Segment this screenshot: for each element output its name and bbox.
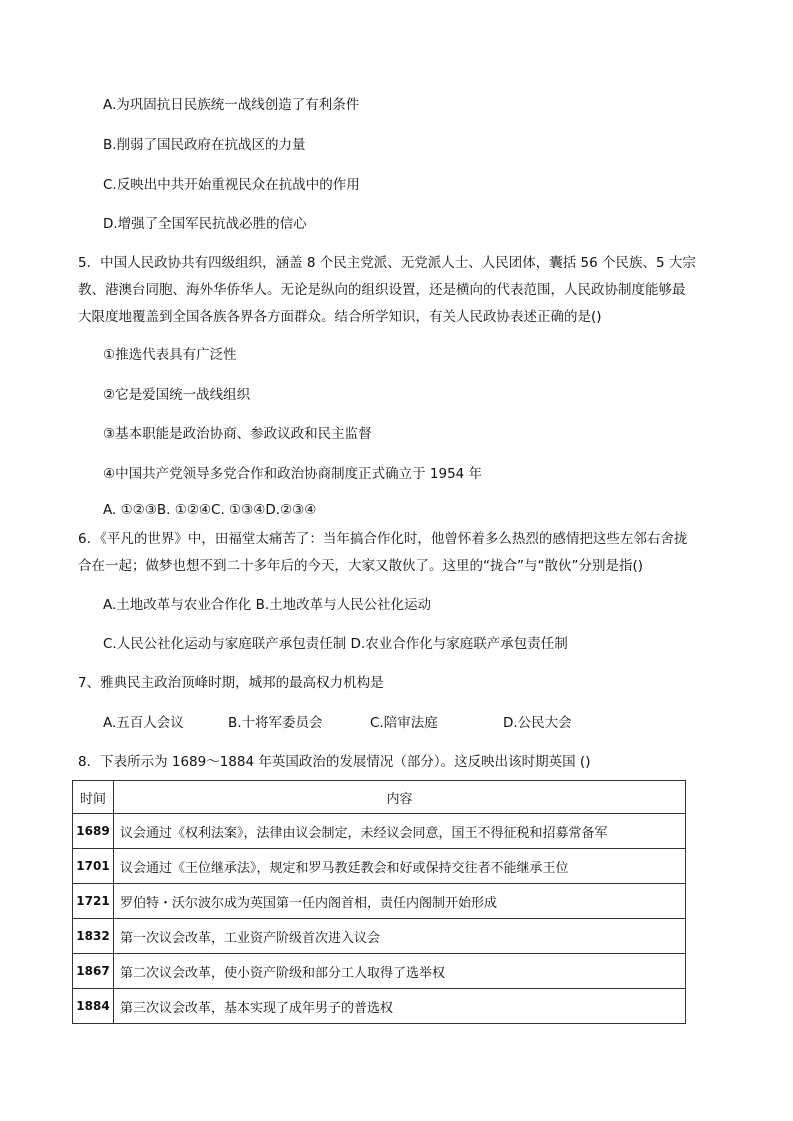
q7-option-d: D.公民大会 [503, 715, 572, 731]
q5-stem-line-3: 大限度地覆盖到全国各族各界各方面群众。结合所学知识，有关人民政协表述正确的是() [78, 309, 602, 325]
table-cell-year: 1689 [73, 814, 114, 849]
table-cell-content: 罗伯特・沃尔波尔成为英国第一任内阁首相，责任内阁制开始形成 [114, 884, 686, 919]
q4-option-b: B.削弱了国民政府在抗战区的力量 [103, 137, 306, 153]
q8-table [72, 780, 686, 1024]
table-row [73, 849, 686, 884]
q5-statement-3: ③基本职能是政治协商、参政议政和民主监督 [103, 426, 372, 442]
q5-options: A. ①②③B. ①②④C. ①③④D.②③④ [103, 502, 317, 518]
table-row [73, 919, 686, 954]
table-cell-content: 议会通过《权利法案》，法律由议会制定，未经议会同意，国王不得征税和招募常备军 [114, 814, 686, 849]
q7-option-b: B.十将军委员会 [228, 715, 323, 731]
table-cell-content: 第一次议会改革，工业资产阶级首次进入议会 [114, 919, 686, 954]
table-cell-content: 第三次议会改革，基本实现了成年男子的普选权 [114, 989, 686, 1024]
q4-option-d: D.增强了全国军民抗战必胜的信心 [103, 216, 307, 232]
table-cell-year: 1832 [73, 919, 114, 954]
table-header-time: 时间 [73, 781, 114, 814]
table-row [73, 814, 686, 849]
q8-stem: 8．下表所示为 1689～1884 年英国政治的发展情况（部分）。这反映出该时期英国 () [78, 754, 591, 770]
q5-statement-1: ①推选代表具有广泛性 [103, 347, 237, 363]
q6-options-line-1: A.土地改革与农业合作化 B.土地改革与人民公社化运动 [103, 597, 432, 613]
q4-option-a: A.为巩固抗日民族统一战线创造了有利条件 [103, 97, 360, 113]
table-cell-year: 1721 [73, 884, 114, 919]
table-cell-year: 1884 [73, 989, 114, 1024]
q7-stem: 7、雅典民主政治顶峰时期，城邦的最高权力机构是 [78, 675, 384, 691]
q5-statement-2: ②它是爱国统一战线组织 [103, 387, 251, 403]
table-header-row [73, 781, 686, 814]
q7-option-a: A.五百人会议 [103, 715, 184, 731]
table-cell-year: 1867 [73, 954, 114, 989]
table-cell-content: 第二次议会改革，使小资产阶级和部分工人取得了选举权 [114, 954, 686, 989]
table-cell-content: 议会通过《王位继承法》，规定和罗马教廷教会和好或保持交往者不能继承王位 [114, 849, 686, 884]
q5-stem-line-2: 教、港澳台同胞、海外华侨华人。无论是纵向的组织设置，还是横向的代表范围，人民政协制度能够最 [78, 282, 686, 298]
table-row [73, 954, 686, 989]
table-row [73, 989, 686, 1024]
table-header-content: 内容 [114, 781, 686, 814]
q6-options-line-2: C.人民公社化运动与家庭联产承包责任制 D.农业合作化与家庭联产承包责任制 [103, 636, 568, 652]
table-cell-year: 1701 [73, 849, 114, 884]
q5-statement-4: ④中国共产党领导多党合作和政治协商制度正式确立于 1954 年 [103, 466, 483, 482]
table-row [73, 884, 686, 919]
q5-stem-line-1: 5．中国人民政协共有四级组织，涵盖 8 个民主党派、无党派人士、人民团体，囊括 56 个民族、5 大宗 [78, 255, 696, 271]
q4-option-c: C.反映出中共开始重视民众在抗战中的作用 [103, 177, 360, 193]
q6-stem-line-2: 合在一起；做梦也想不到二十多年后的今天，大家又散伙了。这里的“拢合”与“散伙”分别是指() [78, 558, 644, 574]
q7-option-c: C.陪审法庭 [370, 715, 438, 731]
q6-stem-line-1: 6．《平凡的世界》中，田福堂太痛苦了：当年搞合作化时，他曾怀着多么热烈的感情把这些左邻右舍拢 [78, 531, 688, 547]
